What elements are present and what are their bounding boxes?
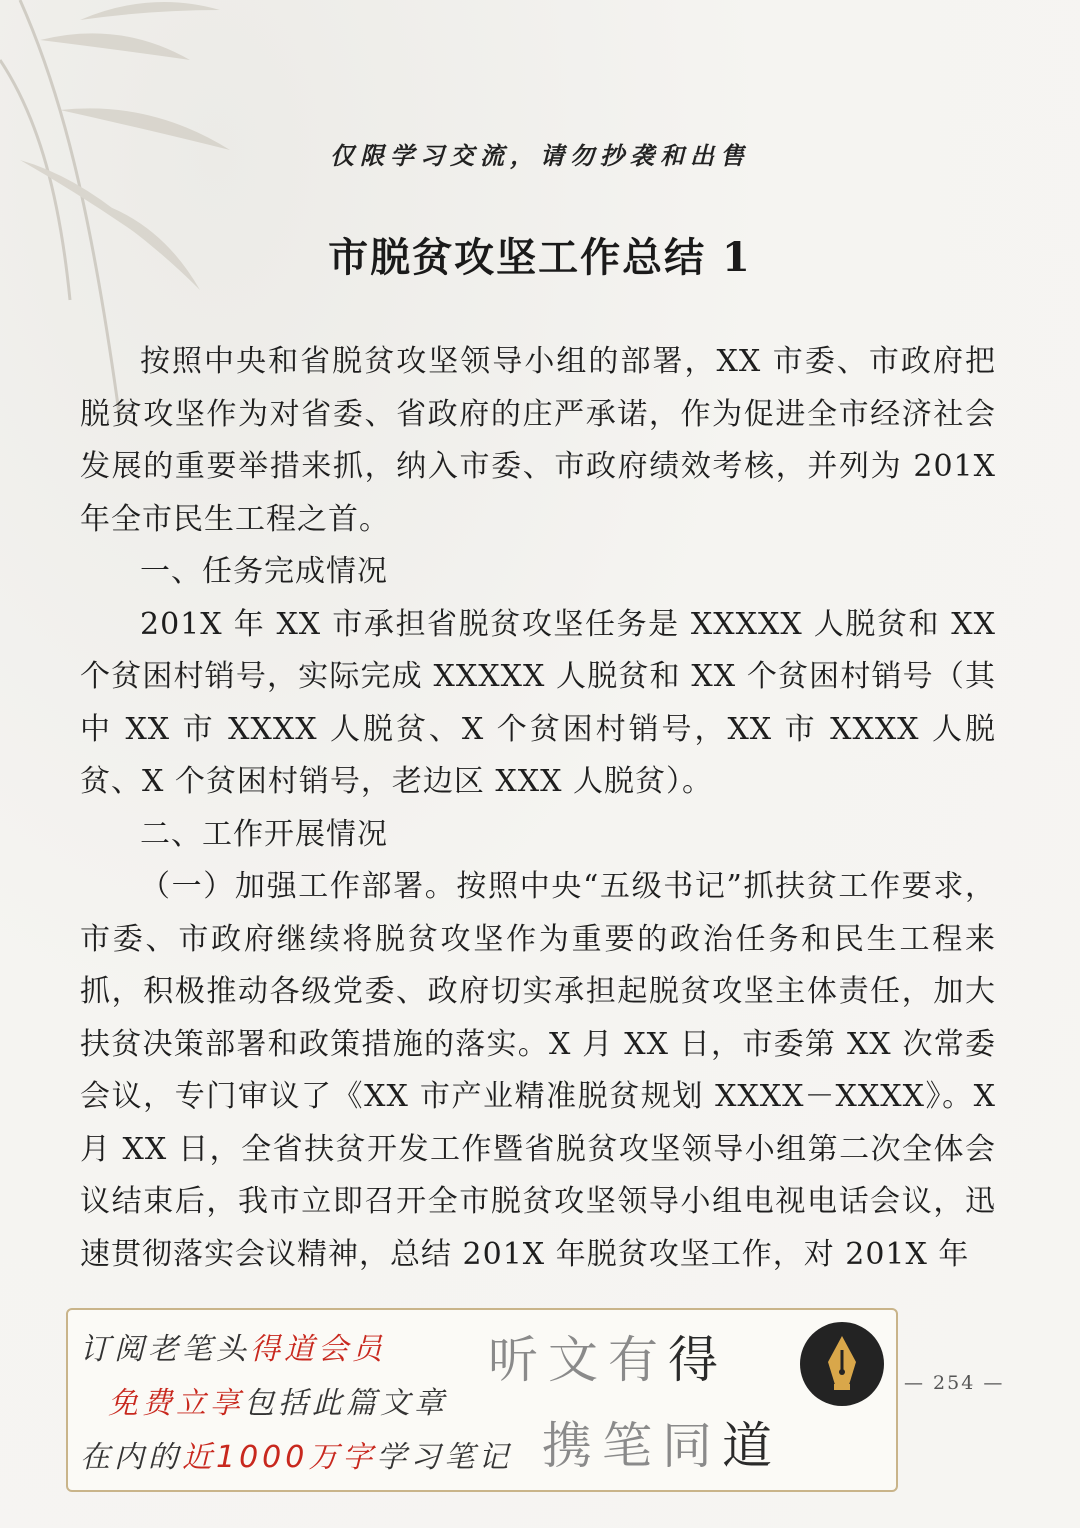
banner-line-1: 订阅老笔头得道会员 xyxy=(80,1332,386,1367)
document-title: 市脱贫攻坚工作总结 1 xyxy=(328,234,752,281)
banner-slogan-1: 听文有得 xyxy=(488,1331,728,1389)
banner-slogan-2: 携笔同道 xyxy=(542,1417,782,1475)
page-number: — 254 — xyxy=(904,1372,1005,1394)
section-heading: 二、工作开展情况 xyxy=(140,816,388,852)
paragraph: 按照中央和省脱贫攻坚领导小组的部署，XX 市委、市政府把脱贫攻坚作为对省委、省政府的庄严承诺，作为促进全市经济社会发展的重要举措来抓，纳入市委、市政府绩效考核，并列为 201X 年全市民生工程之首。 xyxy=(80,344,996,537)
subscription-banner[interactable] xyxy=(66,1308,898,1492)
body-section xyxy=(80,336,996,1281)
paragraph: 201X 年 XX 市承担省脱贫攻坚任务是 XXXXX 人脱贫和 XX 个贫困村销号，实际完成 XXXXX 人脱贫和 XX 个贫困村销号（其中 XX 市 XXXX 人脱贫、X 个贫困村销号，XX 市 XXXX 人脱贫、X 个贫困村销号，老边区 XXX 人脱贫）。 xyxy=(80,606,996,799)
section-heading: 一、任务完成情况 xyxy=(140,554,388,589)
paragraph: （一）加强工作部署。按照中央“五级书记”抓扶贫工作要求，市委、市政府继续将脱贫攻坚作为重要的政治任务和民生工程来抓，积极推动各级党委、政府切实承担起脱贫攻坚主体责任，加大扶贫决策部署和政策措施的落实。X 月 XX 日，市委第 XX 次常委会议，专门审议了《XX 市产业精准脱贫规划 XXXX－XXXX》。X 月 XX 日，全省扶贫开发工作暨省脱贫攻坚领导小组第二次全体会议结束后，我市立即召开全市脱贫攻坚领导小组电视电话会议，迅速贯彻落实会议精神，总结 201X 年脱贫攻坚工作，对 201X 年 xyxy=(80,869,996,1272)
banner-line-2: 免费立享包括此篇文章 xyxy=(108,1386,448,1421)
pen-nib-logo-icon xyxy=(800,1322,884,1406)
banner-line-3: 在内的近1000万字学习笔记 xyxy=(80,1440,513,1475)
header-notice: 仅限学习交流，请勿抄袭和出售 xyxy=(330,141,750,170)
